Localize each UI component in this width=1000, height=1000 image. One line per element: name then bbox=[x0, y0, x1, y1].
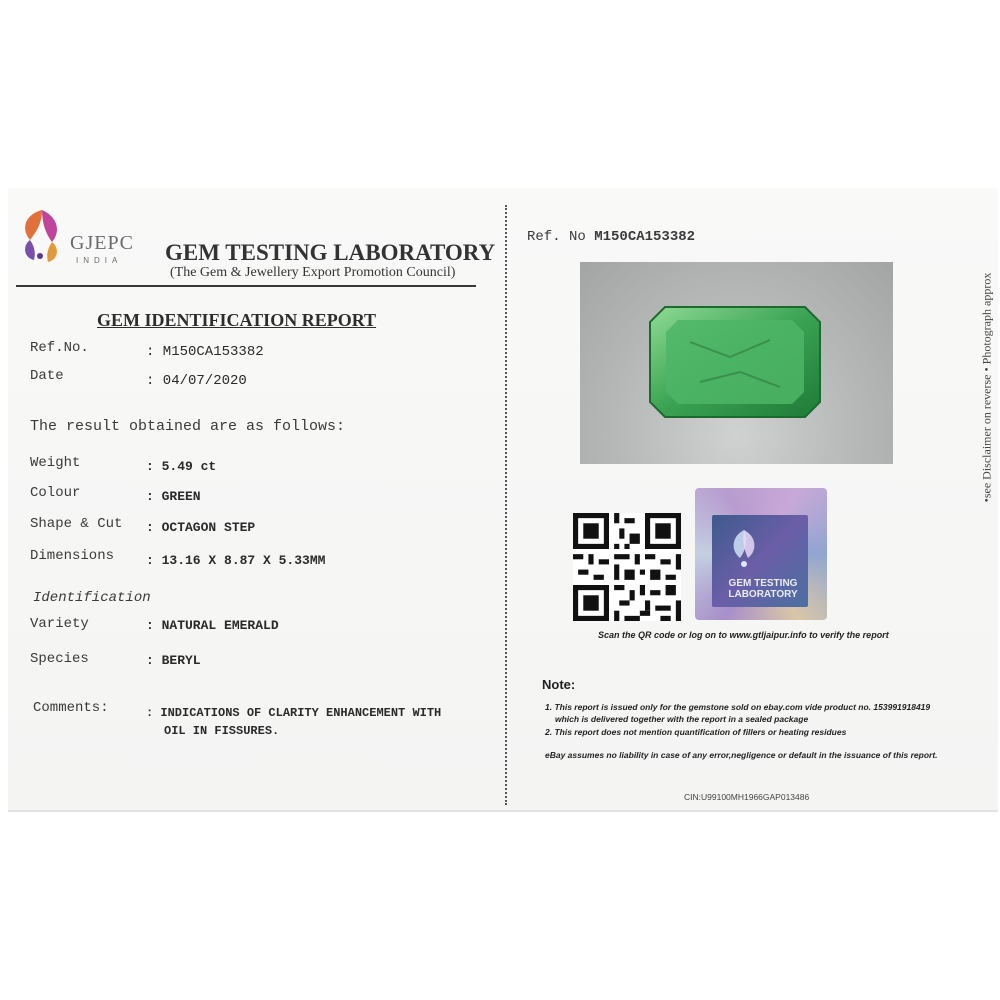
note-heading: Note: bbox=[542, 677, 576, 692]
shape-label: Shape & Cut bbox=[30, 516, 123, 532]
comments-line-2: OIL IN FISSURES. bbox=[164, 724, 280, 738]
ref-label: Ref.No. bbox=[30, 340, 89, 356]
emerald-icon bbox=[580, 262, 893, 464]
lab-subtitle: (The Gem & Jewellery Export Promotion Council) bbox=[170, 265, 456, 280]
scan-instruction: Scan the QR code or log on to www.gtljaipur.info to verify the report bbox=[598, 630, 889, 640]
ref-value: : M150CA153382 bbox=[146, 344, 264, 360]
hologram-text: GEM TESTING LABORATORY bbox=[728, 578, 798, 600]
side-disclaimer: •see Disclaimer on reverse • Photograph approx bbox=[979, 272, 994, 503]
right-ref-label: Ref. No bbox=[527, 229, 586, 245]
dimensions-value: : 13.16 X 8.87 X 5.33MM bbox=[146, 553, 326, 568]
hologram-logo-icon bbox=[724, 528, 764, 572]
note-3: eBay assumes no liability in case of any error,negligence or default in the issuance of this report. bbox=[545, 750, 938, 760]
date-value: : 04/07/2020 bbox=[146, 373, 247, 389]
colour-label: Colour bbox=[30, 485, 81, 501]
species-value: : BERYL bbox=[146, 653, 201, 668]
weight-label: Weight bbox=[30, 455, 81, 471]
gjepc-logo-icon bbox=[16, 206, 66, 270]
right-ref bbox=[527, 229, 695, 245]
card-divider bbox=[505, 205, 507, 805]
qr-code-icon bbox=[573, 513, 681, 621]
shape-value: : OCTAGON STEP bbox=[146, 520, 256, 535]
result-text: The result obtained are as follows: bbox=[30, 418, 346, 435]
comments-line-1: : INDICATIONS OF CLARITY ENHANCEMENT WITH bbox=[146, 706, 442, 720]
variety-label: Variety bbox=[30, 616, 89, 632]
weight-value: : 5.49 ct bbox=[146, 459, 217, 474]
dimensions-label: Dimensions bbox=[30, 548, 115, 564]
identification-label: Identification bbox=[33, 590, 151, 606]
species-label: Species bbox=[30, 651, 89, 667]
date-label: Date bbox=[30, 368, 64, 384]
logo-subtext: INDIA bbox=[76, 256, 123, 265]
header-rule bbox=[16, 285, 476, 287]
comments-label: Comments: bbox=[33, 700, 109, 716]
note-2: 2. This report does not mention quantification of fillers or heating residues bbox=[545, 727, 847, 737]
variety-value: : NATURAL EMERALD bbox=[146, 618, 279, 633]
note-1b: which is delivered together with the report in a sealed package bbox=[555, 714, 809, 724]
lab-title: GEM TESTING LABORATORY bbox=[165, 240, 496, 265]
logo-text: GJEPC bbox=[70, 232, 134, 254]
colour-value: : GREEN bbox=[146, 489, 201, 504]
right-ref-value: M150CA153382 bbox=[594, 229, 696, 245]
note-1a: 1. This report is issued only for the gemstone sold on ebay.com vide product no. 153991918419 bbox=[545, 702, 931, 712]
report-title: GEM IDENTIFICATION REPORT bbox=[97, 310, 377, 330]
cin-number: CIN:U99100MH1966GAP013486 bbox=[684, 792, 810, 802]
